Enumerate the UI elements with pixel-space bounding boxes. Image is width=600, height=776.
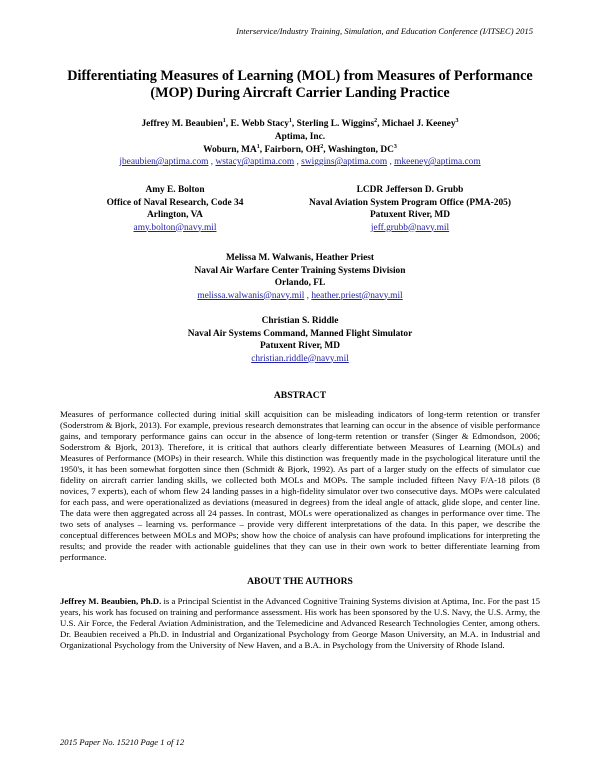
running-header: Interservice/Industry Training, Simulation, and Education Conference (I/ITSEC) 2015 [236,26,533,36]
abstract-body: Measures of performance collected during initial skill acquisition can be misleading indicators of long-term retention or transfer (Soderstrom & Bjork, 2013). For example, previous research demonstrates that learning can occur in the absence of visible performance gains, and temporary performance gains can occur in the absence of long-term retention or transfer (Singer & Edmondson, 2006; Soderstrom & Bjork, 2013). Therefore, it is critical that authors clearly differentiate between Measures of Learning (MOLs) and Measures of Performance (MOPs) in their research. While this distinction was frequently made in the psychological literature until the 1950's, it has been somewhat forgotten since then (Schmidt & Bjork, 1992). As part of a larger study on the effects of simulator cue fidelity on aircraft carrier landing skills, we collected both MOLs and MOPs. The sample included fifteen Navy F/A-18 pilots (8 novices, 7 experts), each of whom flew 24 landing passes in a high-fidelity simulator over two consecutive days. MOPs were calculated for each pass, and were operationalized as deviations (measured in degrees) from the ideal angle of attack, glide slope, and center line. The data were then aggregated across all 24 passes. In contrast, MOLs were operationalized as changes in performance over time. The two sets of analyses – learning vs. performance – provide very different interpretations of the data. In this paper, we describe the conceptual differences between MOLs and MOPs; show how the choice of analysis can have profound implications for interpreting the results; and provide the reader with actionable guidelines that they can use in their own work to better differentiate learning from performance. [60,409,540,562]
author-block-riddle [60,315,540,365]
affiliation-mark: 2 [320,143,324,150]
author-name: Jeffrey M. Beaubien [141,119,223,129]
affiliation-mark: 3 [455,117,459,124]
email-link[interactable]: jeff.grubb@navy.mil [370,222,450,233]
email-link[interactable]: melissa.walwanis@navy.mil [197,290,305,301]
email-link[interactable]: wstacy@aptima.com [215,157,295,167]
affiliation-mark: 2 [374,117,378,124]
separator: , [304,290,312,301]
author-location: Arlington, VA [147,210,203,220]
email-link[interactable]: christian.riddle@navy.mil [251,353,349,364]
author-name: , Sterling L. Wiggins [291,119,375,129]
email-list [60,156,540,169]
email-link[interactable]: jbeaubien@aptima.com [119,157,209,167]
about-authors-heading: ABOUT THE AUTHORS [247,576,353,587]
affiliation-mark: 1 [288,117,292,124]
author-name: , Michael J. Keeney [377,119,456,129]
abstract-heading: ABSTRACT [273,390,327,401]
author-name: , E. Webb Stacy [225,119,289,129]
author-org: Office of Naval Research, Code 34 [106,197,244,208]
bio-text: is a Principal Scientist in the Advanced Cognitive Training Systems division at Aptima, Inc. For the past 15 years, his work has focused on training and performance assessment. His work has been sponsored by the U.S. Navy, the U.S. Army, the U.S. Air Force, the Federal Aviation Administration, and the Telemedicine and Advanced Research Technologies Center, among others. Dr. Beaubien received a Ph.D. in Industrial and Organizational Psychology from George Mason University, an M.A. in Industrial and Organizational Psychology from the University of New Haven, and a B.A. in Psychology from the University of Rhode Island. [60,596,540,650]
author-location: Orlando, FL [274,278,326,288]
affiliation-locations [60,144,540,157]
author-location: Patuxent River, MD [369,210,451,220]
separator: , [208,157,216,167]
author-name: Amy E. Bolton [145,185,205,195]
page-footer: 2015 Paper No. 15210 Page 1 of 12 [60,737,185,747]
email-link[interactable]: amy.bolton@navy.mil [133,222,217,233]
author-bio [60,596,540,651]
author-org: Naval Aviation System Program Office (PMA-205) [309,197,511,208]
separator: , [294,157,302,167]
affiliation-mark: 3 [393,143,397,150]
bio-author-name: Jeffrey M. Beaubien, Ph.D. [60,596,162,606]
author-org: Naval Air Warfare Center Training Systems Division [194,265,406,276]
author-name: Melissa M. Walwanis, Heather Priest [225,253,375,263]
author-block-bolton [70,184,280,234]
affiliation-org: Aptima, Inc. [274,132,326,142]
author-org: Naval Air Systems Command, Manned Flight Simulator [187,328,413,339]
email-link[interactable]: swiggins@aptima.com [301,157,388,167]
separator: , [387,157,395,167]
paper-title: Differentiating Measures of Learning (MOL) from Measures of Performance (MOP) During Aircraft Carrier Landing Practice [67,68,533,101]
location: Woburn, MA [203,145,257,155]
affiliation-mark: 1 [222,117,226,124]
author-list [60,118,540,131]
email-link[interactable]: heather.priest@navy.mil [311,290,403,301]
affiliation-mark: 1 [256,143,260,150]
author-name: Christian S. Riddle [261,316,339,326]
location: , Washington, DC [323,145,394,155]
author-block-walwanis [60,252,540,302]
email-link[interactable]: mkeeney@aptima.com [394,157,481,167]
author-block-grubb [300,184,520,234]
author-name: LCDR Jefferson D. Grubb [356,185,464,195]
location: , Fairborn, OH [259,145,321,155]
author-location: Patuxent River, MD [259,341,341,351]
